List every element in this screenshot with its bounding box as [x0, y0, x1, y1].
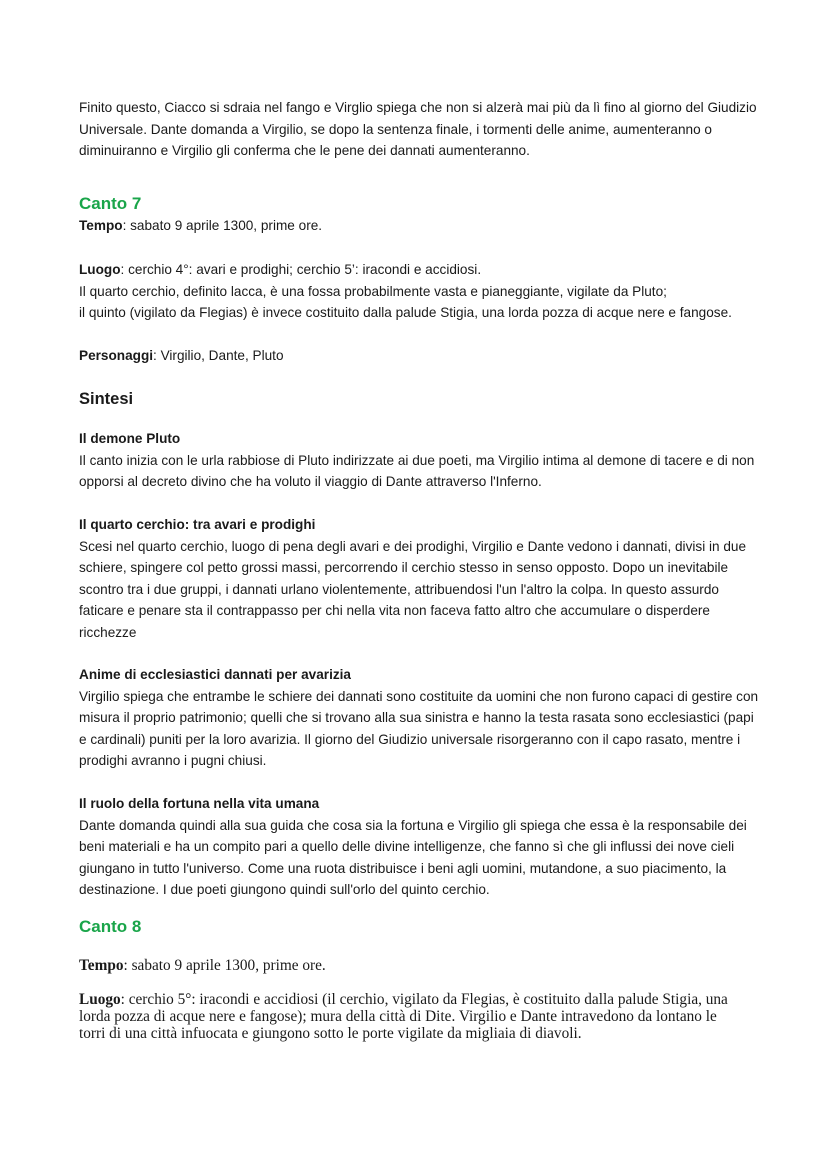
luogo-line-2: Il quarto cerchio, definito lacca, è una fossa probabilmente vasta e pianeggiante, vigilate da Pluto; [79, 283, 667, 299]
section-text: Scesi nel quarto cerchio, luogo di pena degli avari e dei prodighi, Virgilio e Dante vedono i dannati, divisi in due schiere, spingere col petto grossi massi, percorrendo il cerchio stesso in senso opposto. Dopo un inevitabile scontro tra i due gruppi, i dannati urlano violentemente, attribuendosi l'un l'altro la colpa. In questo assurdo faticare e penare sta il contrappasso per chi nella vita non faceva fatto altro che accumulare o disperdere ricchezze [79, 538, 747, 640]
section-text: Dante domanda quindi alla sua guida che cosa sia la fortuna e Virgilio gli spiega che essa è la responsabile dei beni materiali e ha un compito pari a quello delle divine intelligenze, che fanno sì che gli influssi dei nove cieli giungano in tutto l'universo. Come una ruota distribuisce i beni agli uomini, mutandone, a suo piacimento, la destinazione. I due poeti giungono quindi sull'orlo del quinto cerchio. [79, 817, 747, 898]
canto-8-luogo [79, 991, 744, 1042]
tempo-value: : sabato 9 aprile 1300, prime ore. [122, 218, 323, 233]
canto-7-personaggi [79, 345, 759, 367]
section-heading: Il ruolo della fortuna nella vita umana [79, 796, 320, 811]
personaggi-label: Personaggi [79, 348, 154, 363]
sintesi-section-2 [79, 514, 759, 644]
sintesi-section-3 [79, 664, 759, 772]
section-heading: Anime di ecclesiastici dannati per avarizia [79, 667, 351, 682]
intro-paragraph: Finito questo, Ciacco si sdraia nel fango e Virglio spiega che non si alzerà mai più da lì fino al giorno del Giudizio Universale. Dante domanda a Virgilio, se dopo la sentenza finale, i tormenti delle anime, aumenteranno o diminuiranno e Virgilio gli conferma che le pene dei dannati aumenteranno. [79, 100, 757, 159]
luogo-label: Luogo [79, 262, 121, 277]
sintesi-heading: Sintesi [79, 390, 134, 408]
luogo-line-3: il quinto (vigilato da Flegias) è invece costituito dalla palude Stigia, una lorda pozza di acque nere e fangose. [79, 305, 732, 321]
section-heading: Il demone Pluto [79, 431, 181, 446]
tempo-value: : sabato 9 aprile 1300, prime ore. [123, 957, 326, 974]
canto-8-title: Canto 8 [79, 917, 142, 936]
canto-7-tempo [79, 215, 759, 237]
section-heading: Il quarto cerchio: tra avari e prodighi [79, 517, 316, 532]
canto-7-luogo [79, 259, 779, 324]
luogo-value: : cerchio 4°: avari e prodighi; cerchio 5’: iracondi e accidiosi. [120, 262, 482, 277]
canto-8-tempo [79, 957, 759, 974]
canto-7-title: Canto 7 [79, 194, 142, 213]
section-text: Il canto inizia con le urla rabbiose di Pluto indirizzate ai due poeti, ma Virgilio intima al demone di tacere e di non opporsi al decreto divino che ha voluto il viaggio di Dante attraverso l'Inferno. [79, 452, 755, 490]
tempo-label: Tempo [79, 218, 123, 233]
personaggi-value: : Virgilio, Dante, Pluto [153, 348, 284, 363]
luogo-value: : cerchio 5°: iracondi e accidiosi (il cerchio, vigilato da Flegias, è costituito dalla palude Stigia, una lorda pozza di acque nere e fangose); mura della città di Dite. Virgilio e Dante intravedono da lontano le torri di una città infuocata e giungono sotto le porte vigilate da migliaia di diavoli. [79, 991, 728, 1042]
luogo-label: Luogo [79, 991, 121, 1008]
tempo-label: Tempo [79, 957, 124, 974]
section-text: Virgilio spiega che entrambe le schiere dei dannati sono costituite da uomini che non furono capaci di gestire con misura il proprio patrimonio; quelli che si trovano alla sua sinistra e hanno la testa rasata sono ecclesiastici (papi e cardinali) puniti per la loro avarizia. Il giorno del Giudizio universale risorgeranno con il capo rasato, mentre i prodighi avranno i pugni chiusi. [79, 688, 759, 769]
sintesi-section-4 [79, 793, 759, 901]
sintesi-section-1 [79, 428, 759, 493]
